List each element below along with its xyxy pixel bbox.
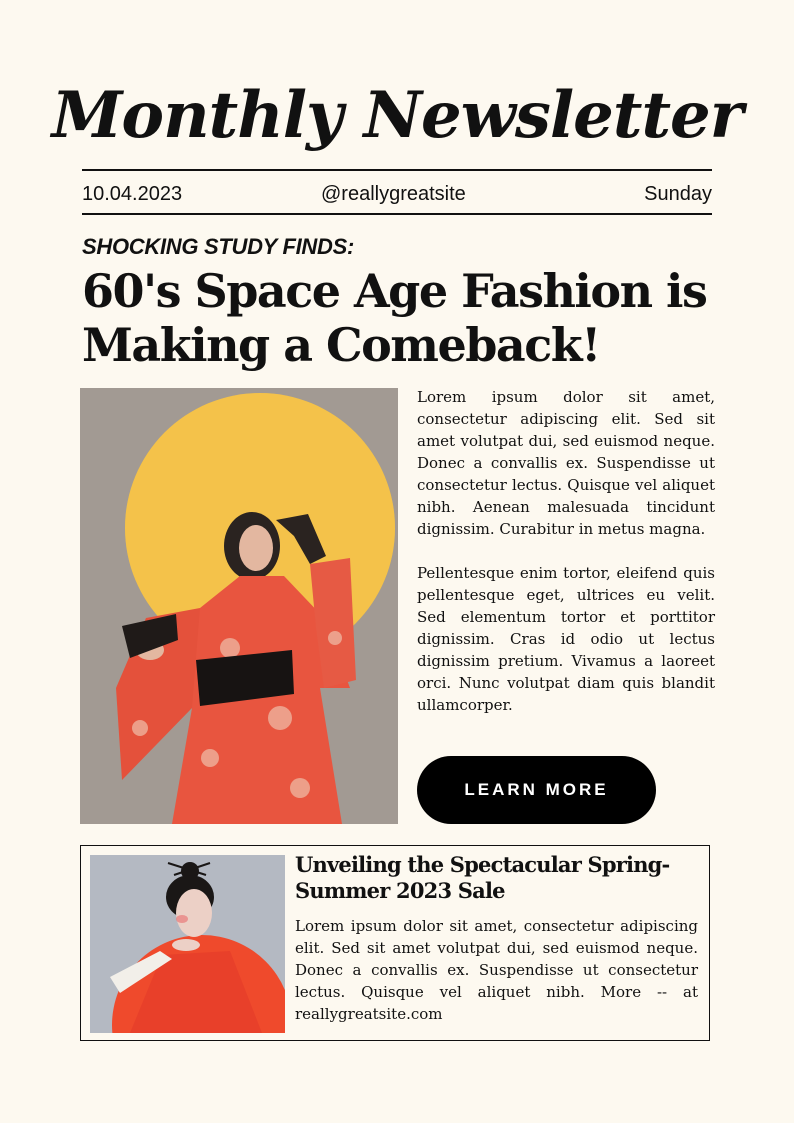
learn-more-button[interactable]: LEARN MORE <box>417 756 656 824</box>
article-body <box>417 386 715 738</box>
promo-title-line-1: Unveiling the Spectacular Spring- <box>295 852 670 877</box>
article-paragraph-1: Lorem ipsum dolor sit amet, consectetur adipiscing elit. Sed sit amet volutpat dui, sed euismod neque. Donec a convallis ex. Suspendisse ut consectetur lectus. Quisque vel aliquet nibh. Aenean malesuada tincidunt dignissim. Curabitur in metus magna. <box>417 388 715 538</box>
site-handle: @reallygreatsite <box>321 183 466 205</box>
promo-title-line-2: Summer 2023 Sale <box>295 878 505 903</box>
article-paragraph-2: Pellentesque enim tortor, eleifend quis pellentesque eget, ultrices eu velit. Sed elementum tortor et porttitor dignissim. Cras id odio ut lectus dignissim pretium. Vivamus a laoreet orci. Nunc volutpat diam quis blandit ullamcorper. <box>417 564 715 714</box>
feature-photo <box>80 388 398 824</box>
bottom-divider <box>82 213 712 215</box>
promo-photo-illustration <box>90 855 285 1033</box>
masthead-title: Monthly Newsletter <box>51 78 743 153</box>
headline-line-1: 60's Space Age Fashion is <box>82 264 707 318</box>
feature-photo-illustration <box>80 388 398 824</box>
promo-text: Lorem ipsum dolor sit amet, consectetur adipiscing elit. Sed sit amet volutpat dui, sed euismod neque. Donec a convallis ex. Suspendisse ut consectetur lectus. Quisque vel aliquet nibh. More -- at reallygreatsite.com <box>295 917 698 1023</box>
top-divider <box>82 169 712 171</box>
headline-line-2: Making a Comeback! <box>82 318 600 372</box>
promo-title <box>295 852 701 904</box>
article-kicker: SHOCKING STUDY FINDS: <box>82 234 354 259</box>
issue-date: 10.04.2023 <box>82 183 183 205</box>
issue-day: Sunday <box>644 183 712 205</box>
article-headline <box>82 264 722 372</box>
promo-box <box>80 845 710 1041</box>
promo-photo <box>90 855 285 1033</box>
